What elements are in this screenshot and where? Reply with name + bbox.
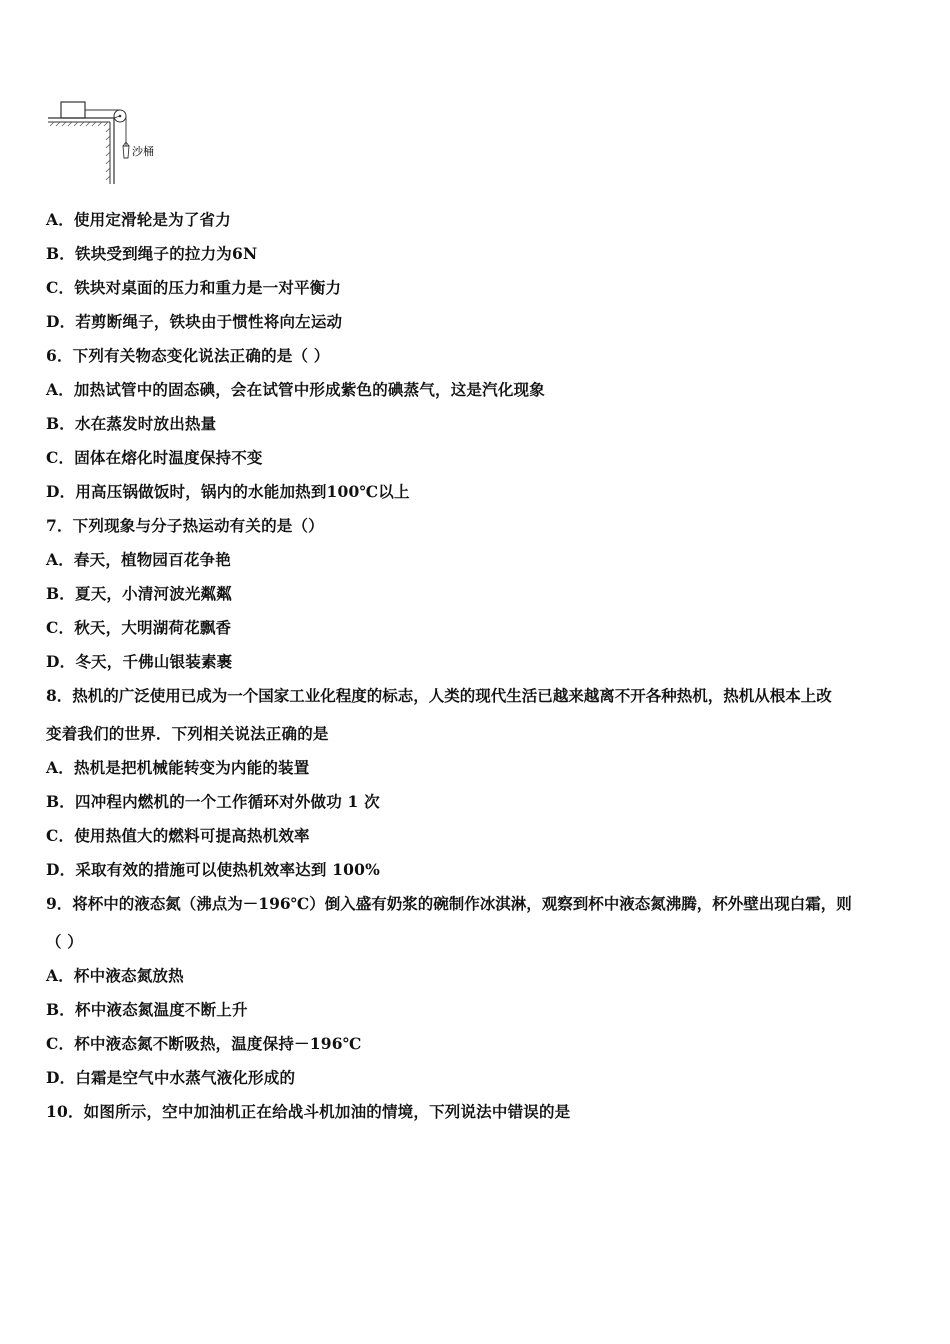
q7-option-a: A．春天，植物园百花争艳 — [46, 550, 231, 569]
q9-stem-line1: 9．将杯中的液态氮（沸点为－196℃）倒入盛有奶浆的碗制作冰淇淋，观察到杯中液态氮沸腾，杯外壁出现白霜，则 — [46, 894, 852, 913]
sand-bucket — [123, 146, 129, 158]
q9-option-b: B．杯中液态氮温度不断上升 — [46, 1000, 248, 1019]
q7-option-b: B．夏天，小清河波光粼粼 — [46, 584, 233, 603]
q6-option-a: A．加热试管中的固态碘，会在试管中形成紫色的碘蒸气，这是汽化现象 — [46, 380, 545, 399]
q6-stem: 6．下列有关物态变化说法正确的是（ ） — [46, 346, 330, 365]
q5-option-c: C．铁块对桌面的压力和重力是一对平衡力 — [46, 278, 342, 297]
q8-option-c: C．使用热值大的燃料可提高热机效率 — [46, 826, 310, 845]
q8-stem-line2: 变着我们的世界．下列相关说法正确的是 — [46, 724, 329, 743]
q9-option-c: C．杯中液态氮不断吸热，温度保持－196℃ — [46, 1034, 362, 1053]
q7-option-c: C．秋天，大明湖荷花飘香 — [46, 618, 232, 637]
q8-option-b: B．四冲程内燃机的一个工作循环对外做功 1 次 — [46, 792, 380, 811]
q8-stem-line1: 8．热机的广泛使用已成为一个国家工业化程度的标志，人类的现代生活已越来越离不开各种热机，热机从根本上改 — [46, 686, 832, 705]
q5-option-d: D．若剪断绳子，铁块由于惯性将向左运动 — [46, 312, 343, 331]
q7-stem: 7．下列现象与分子热运动有关的是（） — [46, 516, 324, 535]
q9-option-a: A．杯中液态氮放热 — [46, 966, 184, 985]
q9-option-d: D．白霜是空气中水蒸气液化形成的 — [46, 1068, 296, 1087]
q10-stem: 10．如图所示，空中加油机正在给战斗机加油的情境，下列说法中错误的是 — [46, 1102, 571, 1121]
pulley-diagram — [40, 96, 170, 188]
q6-option-b: B．水在蒸发时放出热量 — [46, 414, 217, 433]
q9-stem-line2: （ ） — [46, 932, 83, 951]
q6-option-d: D．用高压锅做饭时，锅内的水能加热到100℃以上 — [46, 482, 410, 501]
sand-bucket-label: 沙桶 — [132, 145, 154, 158]
q8-option-d: D．采取有效的措施可以使热机效率达到 100% — [46, 860, 381, 879]
iron-block — [61, 102, 85, 118]
q5-option-a: A．使用定滑轮是为了省力 — [46, 210, 231, 229]
q5-option-b: B．铁块受到绳子的拉力为6N — [46, 244, 258, 263]
q8-option-a: A．热机是把机械能转变为内能的装置 — [46, 758, 310, 777]
q6-option-c: C．固体在熔化时温度保持不变 — [46, 448, 263, 467]
q7-option-d: D．冬天，千佛山银装素裹 — [46, 652, 233, 671]
